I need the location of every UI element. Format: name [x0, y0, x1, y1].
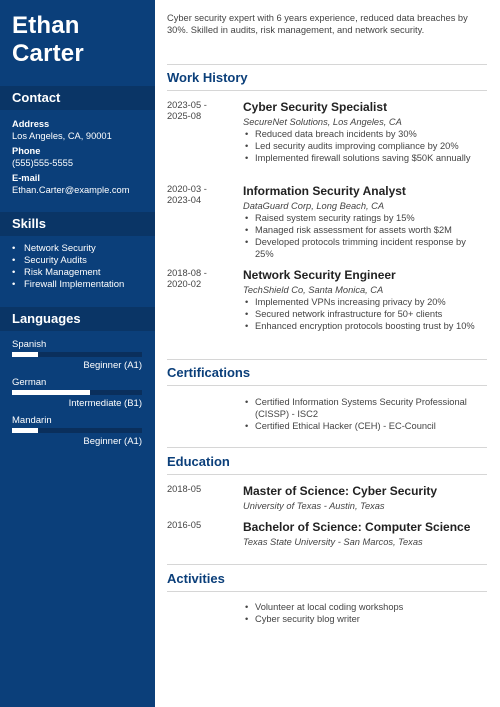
education-degree: Master of Science: Cyber Security — [243, 484, 438, 498]
summary: Cyber security expert with 6 years experience, reduced data breaches by 30%. Skilled in audits, risk management, and network security. — [167, 13, 468, 35]
sidebar — [0, 0, 155, 707]
divider — [167, 564, 487, 565]
language-level: Beginner (A1) — [83, 360, 142, 371]
job-company: DataGuard Corp, Long Beach, CA — [243, 201, 385, 211]
contact-email — [12, 172, 129, 196]
language-name: Mandarin — [12, 415, 52, 426]
certifications-list — [243, 396, 487, 432]
language-item — [12, 339, 142, 372]
job-bullet: • Secured network infrastructure for 50+ clients — [243, 308, 487, 320]
divider — [167, 90, 487, 91]
divider — [167, 591, 487, 592]
divider — [167, 447, 487, 448]
language-item — [12, 415, 142, 448]
address-label: Address — [12, 119, 50, 129]
divider — [167, 474, 487, 475]
job-bullets — [243, 212, 487, 260]
job-date-start: 2023-05 - — [167, 100, 207, 110]
job-bullet: • Managed risk assessment for assets worth $2M — [243, 224, 487, 236]
job-bullets — [243, 296, 487, 332]
divider — [167, 64, 487, 65]
skill-item: • Security Audits — [12, 255, 124, 267]
certification-item: • Certified Ethical Hacker (CEH) - EC-Council — [243, 420, 487, 432]
education-heading: Education — [167, 454, 230, 469]
language-name: Spanish — [12, 339, 47, 350]
work-history-heading: Work History — [167, 70, 248, 85]
job-bullet: • Raised system security ratings by 15% — [243, 212, 487, 224]
languages-heading: Languages — [0, 307, 155, 331]
job-date-end: 2023-04 — [167, 195, 202, 205]
skills-list — [12, 243, 124, 291]
first-name: Ethan — [12, 12, 80, 39]
job-date-end: 2020-02 — [167, 279, 202, 289]
candidate-name — [12, 12, 84, 68]
activities-list — [243, 601, 487, 625]
language-bar-fill — [12, 428, 38, 433]
language-level: Beginner (A1) — [83, 436, 142, 447]
activities-heading: Activities — [167, 571, 225, 586]
job-date-start: 2018-08 - — [167, 268, 207, 278]
activity-item: • Cyber security blog writer — [243, 613, 487, 625]
job-date — [167, 184, 237, 206]
job-body — [243, 268, 487, 332]
language-bar — [12, 390, 142, 395]
job-date-end: 2025-08 — [167, 111, 202, 121]
contact-address — [12, 118, 112, 142]
job-bullet: • Reduced data breach incidents by 30% — [243, 128, 487, 140]
job-bullet: • Enhanced encryption protocols boosting trust by 10% — [243, 320, 487, 332]
education-date: 2016-05 — [167, 520, 202, 530]
language-bar — [12, 352, 142, 357]
job-bullet: • Developed protocols trimming incident response by 25% — [243, 236, 487, 260]
job-title: Cyber Security Specialist — [243, 100, 388, 114]
last-name: Carter — [12, 40, 84, 67]
divider — [167, 385, 487, 386]
divider — [167, 359, 487, 360]
job-date — [167, 100, 237, 122]
education-degree: Bachelor of Science: Computer Science — [243, 520, 471, 534]
language-level: Intermediate (B1) — [68, 398, 142, 409]
address-value: Los Angeles, CA, 90001 — [12, 131, 112, 141]
skill-item: • Network Security — [12, 243, 124, 255]
language-bar — [12, 428, 142, 433]
email-value: Ethan.Carter@example.com — [12, 185, 130, 195]
job-date-start: 2020-03 - — [167, 184, 207, 194]
job-bullet: • Led security audits improving compliance by 20% — [243, 140, 487, 152]
education-school: University of Texas - Austin, Texas — [243, 501, 385, 511]
job-title: Information Security Analyst — [243, 184, 406, 198]
email-label: E-mail — [12, 173, 40, 183]
activity-item: • Volunteer at local coding workshops — [243, 601, 487, 613]
skills-heading: Skills — [0, 212, 155, 236]
job-bullet: • Implemented VPNs increasing privacy by 20% — [243, 296, 487, 308]
job-title: Network Security Engineer — [243, 268, 396, 282]
job-company: SecureNet Solutions, Los Angeles, CA — [243, 117, 402, 127]
phone-label: Phone — [12, 146, 41, 156]
contact-heading: Contact — [0, 86, 155, 110]
language-item — [12, 377, 142, 410]
contact-phone — [12, 145, 73, 169]
education-date: 2018-05 — [167, 484, 202, 494]
certifications-heading: Certifications — [167, 365, 251, 380]
education-body — [243, 484, 487, 512]
job-body — [243, 100, 487, 164]
language-name: German — [12, 377, 47, 388]
language-bar-fill — [12, 390, 90, 395]
certification-item: • Certified Information Systems Security Professional (CISSP) - ISC2 — [243, 396, 487, 420]
education-body — [243, 520, 487, 548]
skill-item: • Risk Management — [12, 267, 124, 279]
job-bullets — [243, 128, 487, 164]
job-bullet: • Implemented firewall solutions saving $50K annually — [243, 152, 487, 164]
education-school: Texas State University - San Marcos, Texas — [243, 537, 423, 547]
phone-value: (555)555-5555 — [12, 158, 73, 168]
language-bar-fill — [12, 352, 38, 357]
job-body — [243, 184, 487, 260]
job-company: TechShield Co, Santa Monica, CA — [243, 285, 384, 295]
skill-item: • Firewall Implementation — [12, 279, 124, 291]
job-date — [167, 268, 237, 290]
